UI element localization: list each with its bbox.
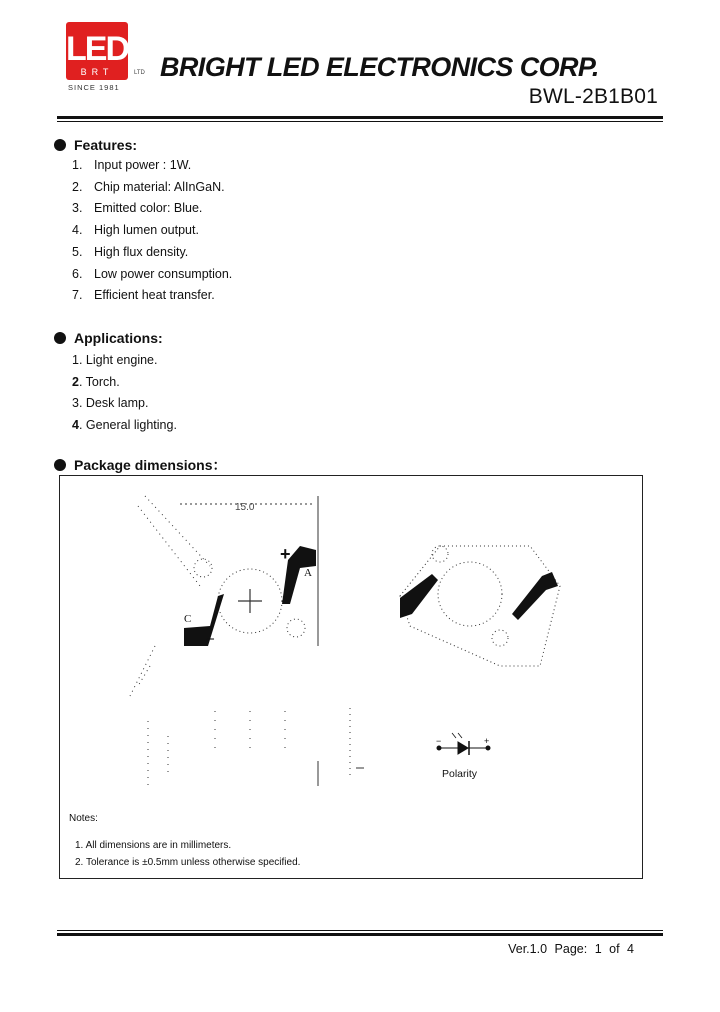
plus-label: +	[280, 544, 291, 564]
package-title-text: Package dimensions：	[74, 457, 227, 473]
page-footer	[504, 942, 634, 956]
applications-title-text: Applications:	[74, 330, 163, 346]
footer-rule-thick	[57, 933, 663, 936]
header-rule-thick	[57, 116, 663, 119]
dimension-label: 15.0	[235, 502, 255, 513]
list-item: 7. Efficient heat transfer.	[72, 288, 215, 303]
bullet-icon	[54, 332, 66, 344]
features-title	[54, 137, 137, 153]
anode-label: A	[304, 567, 312, 579]
footer-rule-thin	[57, 930, 663, 931]
of-label: of	[609, 942, 620, 956]
notes	[69, 810, 300, 871]
package-title	[54, 455, 227, 475]
note-item: 1. All dimensions are in millimeters.	[75, 840, 232, 851]
bullet-icon	[54, 139, 66, 151]
part-number: BWL-2B1B01	[528, 85, 658, 108]
list-item: 1. Light engine.	[72, 353, 158, 367]
cathode-label: C	[184, 613, 192, 625]
list-item: 5. High flux density.	[72, 244, 189, 259]
minus-label: −	[206, 631, 215, 648]
logo-ltd: LTD	[134, 70, 145, 76]
polarity-plus: +	[484, 736, 490, 746]
applications-title	[54, 330, 163, 346]
applications-list	[72, 350, 177, 437]
list-item: 4. High lumen output.	[72, 223, 199, 238]
version: Ver.1.0	[508, 942, 548, 956]
logo-text: LED	[66, 30, 128, 68]
logo-sub: BRT	[80, 67, 114, 77]
page-label: Page:	[554, 942, 588, 956]
company-logo	[66, 22, 128, 90]
header-rule-thin	[57, 121, 663, 122]
logo-since: SINCE 1981	[68, 83, 120, 92]
note-item: 2. Tolerance is ±0.5mm unless otherwise specified.	[75, 857, 301, 868]
page-total: 4	[627, 942, 634, 956]
list-item: 6. Low power consumption.	[72, 266, 233, 281]
features-list	[72, 155, 232, 307]
list-item: 2. Chip material: AlInGaN.	[72, 179, 225, 194]
list-item: 2. Torch.	[72, 374, 120, 389]
polarity-minus: −	[436, 736, 442, 746]
company-name: BRIGHT LED ELECTRONICS CORP.	[160, 52, 599, 82]
bullet-icon	[54, 459, 66, 471]
list-item: 3. Emitted color: Blue.	[72, 201, 203, 216]
notes-title: Notes:	[69, 813, 98, 824]
list-item: 4. General lighting.	[72, 418, 177, 433]
package-drawing	[60, 476, 642, 806]
features-title-text: Features:	[74, 137, 138, 153]
list-item: 3. Desk lamp.	[72, 396, 149, 411]
page-number: 1	[594, 942, 602, 956]
lead-right-3d	[512, 572, 558, 620]
polarity-symbol	[437, 733, 490, 755]
list-item: 1. Input power : 1W.	[72, 158, 192, 172]
lead-left-3d	[400, 574, 438, 618]
polarity-label: Polarity	[442, 768, 478, 780]
